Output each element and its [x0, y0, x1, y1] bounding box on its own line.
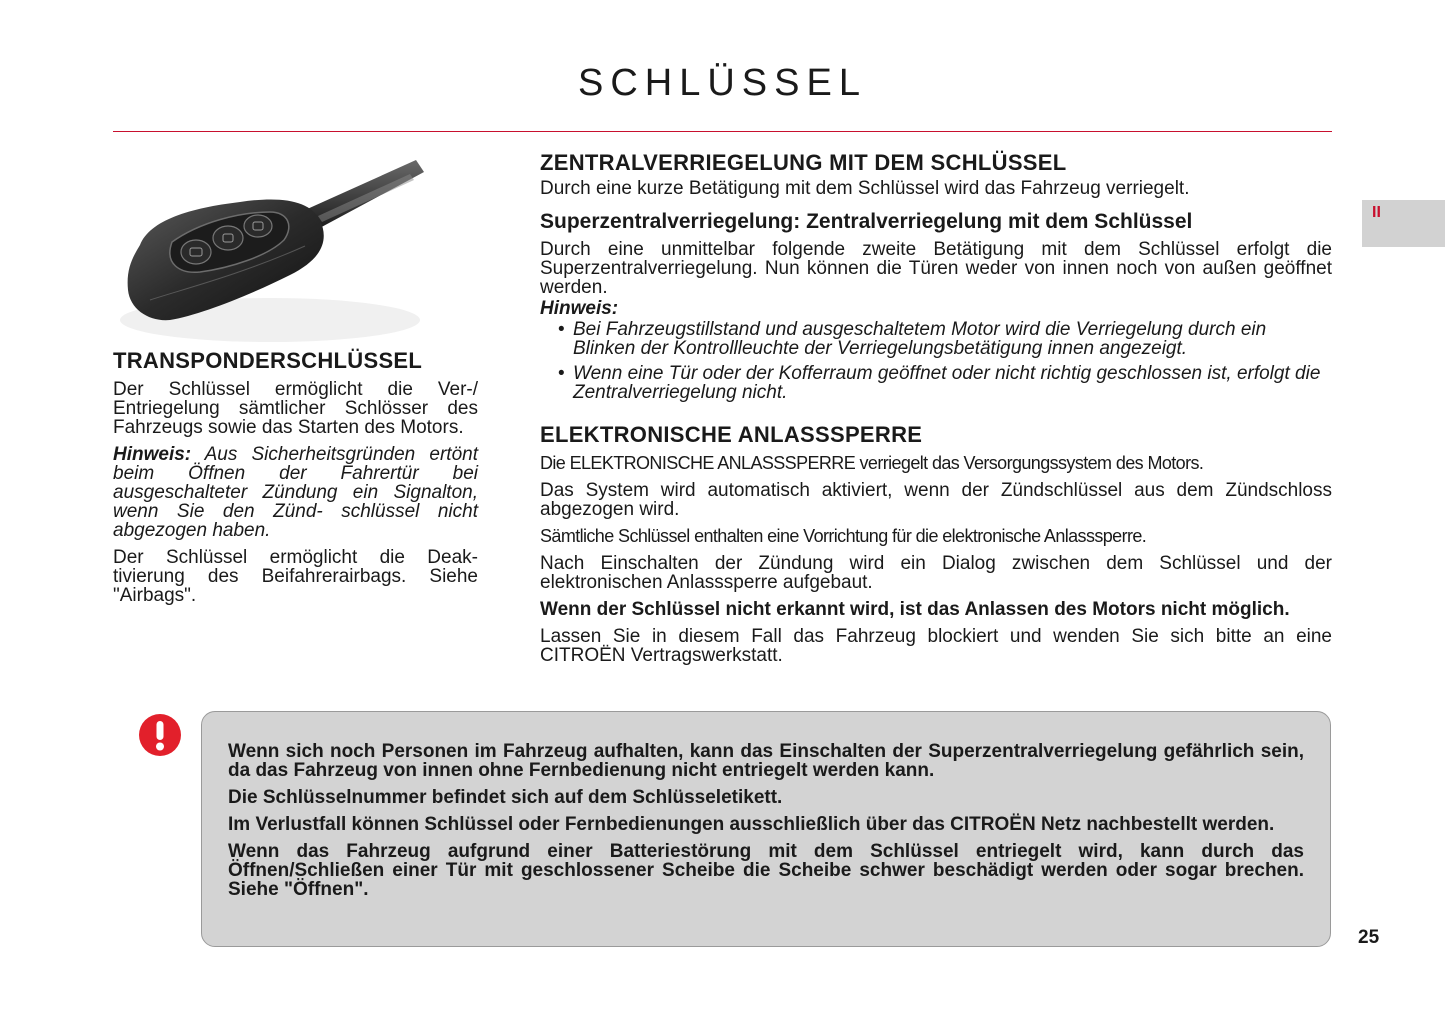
central-locking-heading: ZENTRALVERRIEGELUNG MIT DEM SCHLÜSSEL — [540, 150, 1067, 175]
transponder-heading: TRANSPONDERSCHLÜSSEL — [113, 348, 423, 373]
immobiliser-heading: ELEKTRONISCHE ANLASSSPERRE — [540, 422, 923, 447]
immobiliser-text-4: Nach Einschalten der Zündung wird ein Dialog zwischen dem Schlüssel und der elektronischen Anlasssperre aufgebaut. — [540, 553, 1332, 593]
warning-line: Die Schlüsselnummer befindet sich auf dem Schlüsseletikett. — [228, 787, 783, 808]
chapter-tab-label: II — [1372, 204, 1381, 221]
deadlocking-text: Durch eine unmittelbar folgende zweite Betätigung mit dem Schlüssel erfolgt die Superzentralverriegelung. Nun können die Türen weder von innen noch von außen geöffnet werden. — [540, 239, 1332, 298]
warning-line: Im Verlustfall können Schlüssel oder Fernbedienungen ausschließlich über das CITROËN Netz nachbestellt werden. — [228, 814, 1275, 835]
immobiliser-text-1: Die ELEKTRONISCHE ANLASSSPERRE verriegelt das Versorgungssystem des Motors. — [540, 453, 1204, 473]
bullet-icon: • — [558, 363, 565, 384]
note-text: Aus Sicherheitsgründen ertönt beim Öffnen der Fahrertür bei ausgeschalteter Zündung ein Signalton, wenn Sie den Zünd- schlüssel nicht abgezogen haben. — [113, 444, 478, 541]
immobiliser-text-2: Das System wird automatisch aktiviert, wenn der Zündschlüssel aus dem Zündschloss abgezogen wird. — [540, 480, 1332, 520]
deadlocking-note-label: Hinweis: — [540, 298, 619, 319]
immobiliser-text-6: Lassen Sie in diesem Fall das Fahrzeug blockiert und wenden Sie sich bitte an eine CITROËN Vertragswerkstatt. — [540, 626, 1332, 666]
warning-line: Wenn sich noch Personen im Fahrzeug aufhalten, kann das Einschalten der Superzentralverriegelung gefährlich sein, da das Fahrzeug von innen ohne Fernbedienung nicht entriegelt werden kann. — [228, 741, 1304, 781]
bullet-icon: • — [558, 319, 565, 340]
note-item — [558, 364, 1332, 402]
page-title: SCHLÜSSEL — [578, 62, 867, 104]
deadlocking-notes — [558, 320, 1332, 402]
note-item — [558, 320, 1332, 358]
note-item-text: Bei Fahrzeugstillstand und ausgeschaltetem Motor wird die Verriegelung durch ein Blinken der Kontrollleuchte der Verriegelungsbetätigung innen angezeigt. — [573, 319, 1267, 359]
transponder-note — [113, 445, 478, 540]
central-locking-text: Durch eine kurze Betätigung mit dem Schlüssel wird das Fahrzeug verriegelt. — [540, 178, 1190, 199]
key-fob-image — [120, 150, 440, 345]
immobiliser-text-3: Sämtliche Schlüssel enthalten eine Vorrichtung für die elektronische Anlasssperre. — [540, 526, 1147, 546]
warning-line: Wenn das Fahrzeug aufgrund einer Batteriestörung mit dem Schlüssel entriegelt wird, kann durch das Öffnen/Schließen einer Tür mit geschlossener Scheibe die Scheibe schwer beschädigt werden oder sogar brechen. Siehe "Öffnen". — [228, 841, 1304, 900]
deadlocking-heading: Superzentralverriegelung: Zentralverriegelung mit dem Schlüssel — [540, 210, 1193, 233]
chapter-tab — [1362, 200, 1445, 247]
exclamation-icon — [138, 713, 182, 757]
right-column — [540, 150, 1332, 673]
key-illustration — [120, 150, 440, 345]
airbag-text: Der Schlüssel ermöglicht die Deak- tivierung des Beifahrerairbags. Siehe "Airbags". — [113, 547, 478, 606]
warning-box — [201, 711, 1331, 947]
transponder-text: Der Schlüssel ermöglicht die Ver-/ Entriegelung sämtlicher Schlösser des Fahrzeugs sowie das Starten des Motors. — [113, 379, 478, 438]
note-label: Hinweis: — [113, 444, 192, 465]
immobiliser-text-5: Wenn der Schlüssel nicht erkannt wird, ist das Anlassen des Motors nicht möglich. — [540, 599, 1290, 620]
note-item-text: Wenn eine Tür oder der Kofferraum geöffnet oder nicht richtig geschlossen ist, erfolgt die Zentralverriegelung nicht. — [573, 363, 1321, 403]
left-column — [113, 348, 478, 613]
title-divider — [113, 131, 1332, 132]
page-number: 25 — [1358, 927, 1380, 948]
